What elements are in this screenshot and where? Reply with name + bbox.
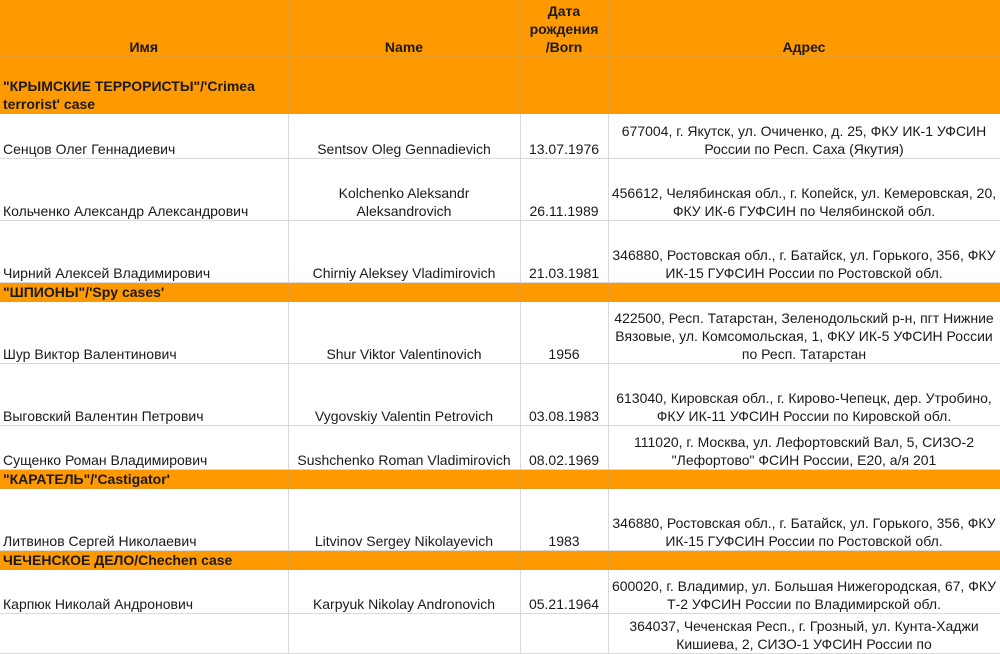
cell-born: 1983: [520, 488, 608, 550]
cell-address: 422500, Респ. Татарстан, Зеленодольский р-н, пгт Нижние Вязовые, ул. Комсомольская, 1, ФКУ ИК-5 УФСИН России по Респ. Татарстан: [608, 301, 1000, 363]
cell-name-en: Kolchenko Aleksandr Aleksandrovich: [288, 158, 520, 220]
cell-name-ru: [0, 613, 288, 653]
cell-name-en: [288, 613, 520, 653]
section-empty-cell: [288, 469, 520, 488]
section-empty-cell: [608, 282, 1000, 301]
section-title: ЧЕЧЕНСКОЕ ДЕЛО/Chechen case: [0, 550, 288, 569]
section-title: "КРЫМСКИЕ ТЕРРОРИСТЫ"/'Crimea terrorist' case: [0, 56, 288, 113]
section-empty-cell: [520, 469, 608, 488]
section-empty-cell: [288, 56, 520, 113]
cell-name-en: Shur Viktor Valentinovich: [288, 301, 520, 363]
section-empty-cell: [520, 56, 608, 113]
section-empty-cell: [520, 282, 608, 301]
section-empty-cell: [608, 56, 1000, 113]
cell-name-ru: Сущенко Роман Владимирович: [0, 425, 288, 469]
cell-address: 346880, Ростовская обл., г. Батайск, ул. Горького, 356, ФКУ ИК-15 ГУФСИН России по Ростовской обл.: [608, 220, 1000, 282]
section-empty-cell: [608, 550, 1000, 569]
cell-address: 364037, Чеченская Респ., г. Грозный, ул. Кунта-Хаджи Кишиева, 2, СИЗО-1 УФСИН России по: [608, 613, 1000, 653]
cell-born: 13.07.1976: [520, 113, 608, 158]
cell-name-en: Sushchenko Roman Vladimirovich: [288, 425, 520, 469]
section-row: [0, 550, 1000, 569]
cell-born: 1956: [520, 301, 608, 363]
section-row: [0, 56, 1000, 113]
header-name-en: Name: [288, 0, 520, 56]
cell-name-ru: Сенцов Олег Геннадиевич: [0, 113, 288, 158]
table-row: [0, 363, 1000, 425]
section-row: [0, 282, 1000, 301]
cell-born: 05.21.1964: [520, 569, 608, 613]
cell-name-en: Karpyuk Nikolay Andronovich: [288, 569, 520, 613]
section-empty-cell: [608, 469, 1000, 488]
header-born: Дата рождения /Born: [520, 0, 608, 56]
table-row: [0, 220, 1000, 282]
cell-name-ru: Чирний Алексей Владимирович: [0, 220, 288, 282]
section-empty-cell: [288, 282, 520, 301]
header-name-ru: Имя: [0, 0, 288, 56]
cell-born: 21.03.1981: [520, 220, 608, 282]
table-row: [0, 301, 1000, 363]
table-row: [0, 613, 1000, 653]
cell-name-ru: Карпюк Николай Андронович: [0, 569, 288, 613]
cell-born: 26.11.1989: [520, 158, 608, 220]
cell-address: 600020, г. Владимир, ул. Большая Нижегородская, 67, ФКУ Т-2 УФСИН России по Владимирской обл.: [608, 569, 1000, 613]
cell-name-ru: Выговский Валентин Петрович: [0, 363, 288, 425]
section-title: "ШПИОНЫ"/'Spy cases': [0, 282, 288, 301]
table-row: [0, 158, 1000, 220]
cell-name-ru: Шур Виктор Валентинович: [0, 301, 288, 363]
cell-name-en: Sentsov Oleg Gennadievich: [288, 113, 520, 158]
cell-born: 08.02.1969: [520, 425, 608, 469]
cell-address: 677004, г. Якутск, ул. Очиченко, д. 25, ФКУ ИК-1 УФСИН России по Респ. Саха (Якутия): [608, 113, 1000, 158]
header-row: [0, 0, 1000, 56]
cell-name-en: Litvinov Sergey Nikolayevich: [288, 488, 520, 550]
cell-address: 111020, г. Москва, ул. Лефортовский Вал, 5, СИЗО-2 "Лефортово" ФСИН России, Е20, а/я 201: [608, 425, 1000, 469]
header-address: Адрес: [608, 0, 1000, 56]
table-row: [0, 488, 1000, 550]
cell-name-en: Vygovskiy Valentin Petrovich: [288, 363, 520, 425]
section-empty-cell: [520, 550, 608, 569]
table-row: [0, 113, 1000, 158]
section-title: "КАРАТЕЛЬ"/'Castigator': [0, 469, 288, 488]
cell-name-en: Chirniy Aleksey Vladimirovich: [288, 220, 520, 282]
table-row: [0, 569, 1000, 613]
section-empty-cell: [288, 550, 520, 569]
cell-born: 03.08.1983: [520, 363, 608, 425]
cell-born: [520, 613, 608, 653]
section-row: [0, 469, 1000, 488]
table-row: [0, 425, 1000, 469]
cell-address: 456612, Челябинская обл., г. Копейск, ул. Кемеровская, 20, ФКУ ИК-6 ГУФСИН по Челябинской обл.: [608, 158, 1000, 220]
cell-name-ru: Кольченко Александр Александрович: [0, 158, 288, 220]
table-body: [0, 56, 1000, 653]
cell-name-ru: Литвинов Сергей Николаевич: [0, 488, 288, 550]
cell-address: 346880, Ростовская обл., г. Батайск, ул. Горького, 356, ФКУ ИК-15 ГУФСИН России по Ростовской обл.: [608, 488, 1000, 550]
cell-address: 613040, Кировская обл., г. Кирово-Чепецк, дер. Утробино, ФКУ ИК-11 УФСИН России по Кировской обл.: [608, 363, 1000, 425]
